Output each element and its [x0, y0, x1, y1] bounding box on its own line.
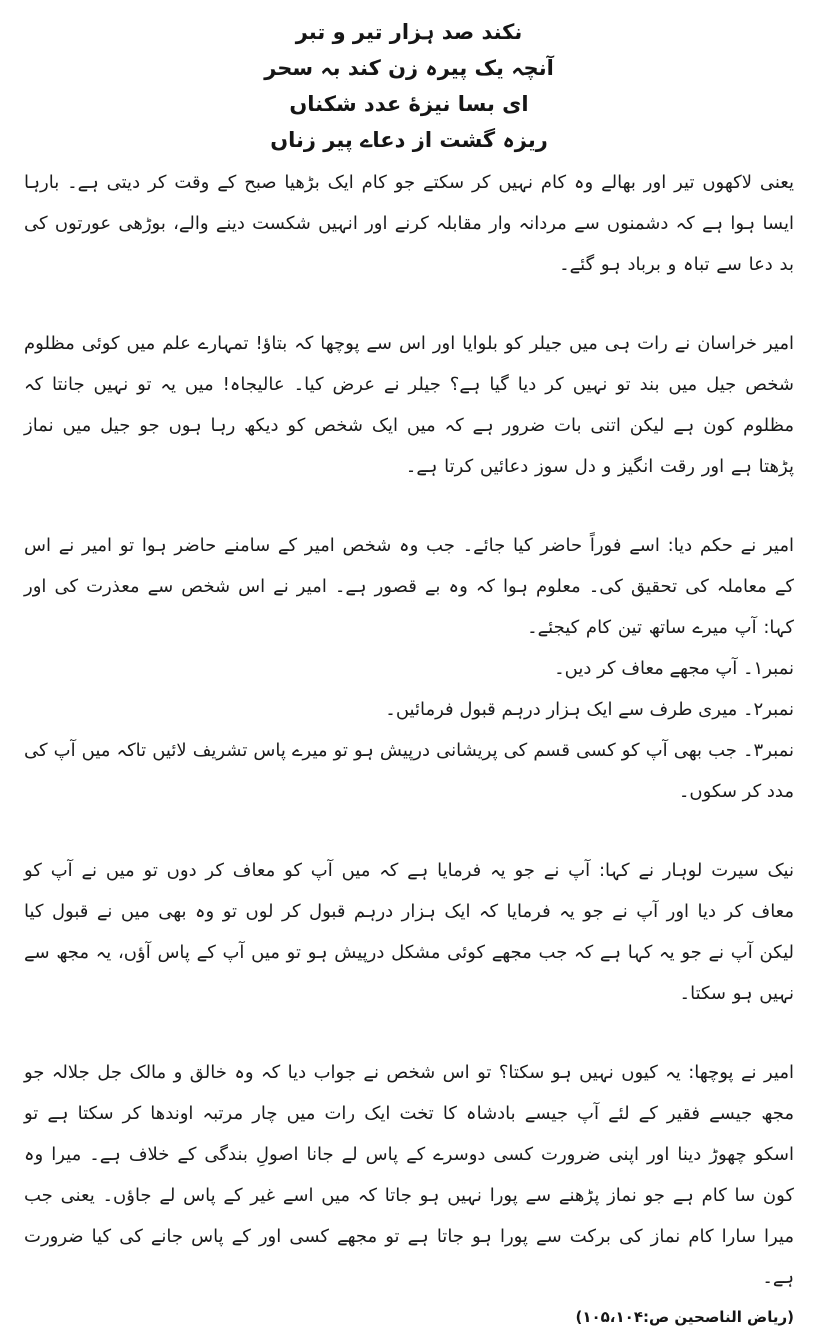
poem-line-4: ریزہ گشت از دعاے پیر زناں	[270, 128, 548, 152]
paragraph-translation: یعنی لاکھوں تیر اور بھالے وہ کام نہیں کر سکتے جو کام ایک بڑھیا صبح کے وقت کر دیتی ہے۔ بارہا ایسا ہوا ہے کہ دشمنوں سے مردانہ وار مقابلہ کرنے اور انہیں شکست دینے والے، بوڑھی عورتوں کی بد دعا سے تباہ و برباد ہو گئے۔	[24, 172, 794, 275]
list-item-1: نمبر۱۔ آپ مجھے معاف کر دیں۔	[554, 658, 794, 679]
citation-reference: (ریاض الناصحین ص:۱۰۵،۱۰۴)	[575, 1308, 794, 1326]
numbered-list	[24, 648, 794, 812]
poem-line-3: ای بسا نیزهٔ عدد شکناں	[289, 92, 529, 116]
poem-line-1: نکند صد ہزار تیر و تبر	[295, 20, 523, 44]
paragraph-jailer-story: امیر خراسان نے رات ہی میں جیلر کو بلوایا اور اس سے پوچھا کہ بتاؤ! تمہارے علم میں کوئی مظلوم شخص جیل میں بند تو نہیں کر دیا گیا ہے؟ جیلر نے عرض کیا۔ عالیجاہ! میں یہ تو نہیں جانتا کہ مظلوم کون ہے لیکن اتنی بات ضرور ہے کہ میں ایک شخص کو دیکھ رہا ہوں جو جیل میں نماز پڑھتا ہے اور رقت انگیز و دل سوز دعائیں کرتا ہے۔	[24, 333, 794, 477]
list-item-2: نمبر۲۔ میری طرف سے ایک ہزار درہم قبول فرمائیں۔	[385, 699, 794, 720]
poem-line-2: آنچہ یک پیرہ زن کند بہ سحر	[264, 56, 554, 80]
list-item-3: نمبر۳۔ جب بھی آپ کو کسی قسم کی پریشانی درپیش ہو تو میرے پاس تشریف لائیں تاکہ میں آپ کی مدد کر سکوں۔	[24, 740, 794, 802]
paragraph-amir-question: امیر نے پوچھا: یہ کیوں نہیں ہو سکتا؟ تو اس شخص نے جواب دیا کہ وہ خالق و مالک جل جلالہ جو مجھ جیسے فقیر کے لئے آپ جیسے بادشاہ کا تخت ایک رات میں چار مرتبہ اوندھا کر سکتا ہے تو اسکو چھوڑ دینا اور اپنی ضرورت کسی دوسرے کے پاس لے جانا اصولِ بندگی کے خلاف ہے۔ میرا وہ کون سا کام ہے جو نماز پڑھنے سے پورا نہیں ہو جاتا کہ میں اسے غیر کے پاس لے جاؤں۔ یعنی جب میرا سارا کام نماز کی برکت سے پورا ہو جاتا ہے تو مجھے کسی اور کے پاس جانے کی کیا ضرورت ہے۔	[24, 1062, 794, 1288]
persian-couplet	[24, 14, 794, 158]
paragraph-blacksmith-reply: نیک سیرت لوہار نے کہا: آپ نے جو یہ فرمایا ہے کہ میں آپ کو معاف کر دوں تو میں نے آپ کو معاف کر دیا اور آپ نے جو یہ فرمایا کہ ایک ہزار درہم قبول کر لوں تو وہ بھی میں نے قبول کیا لیکن آپ نے جو یہ کہا ہے کہ جب مجھے کوئی مشکل درپیش ہو تو میں آپ کے پاس آؤں، یہ مجھ سے نہیں ہو سکتا۔	[24, 860, 794, 1004]
paragraph-amir-order: امیر نے حکم دیا: اسے فوراً حاضر کیا جائے۔ جب وہ شخص امیر کے سامنے حاضر ہوا تو امیر نے اس کے معاملہ کی تحقیق کی۔ معلوم ہوا کہ وہ بے قصور ہے۔ امیر نے اس شخص سے معذرت کی اور کہا: آپ میرے ساتھ تین کام کیجئے۔	[24, 535, 794, 638]
